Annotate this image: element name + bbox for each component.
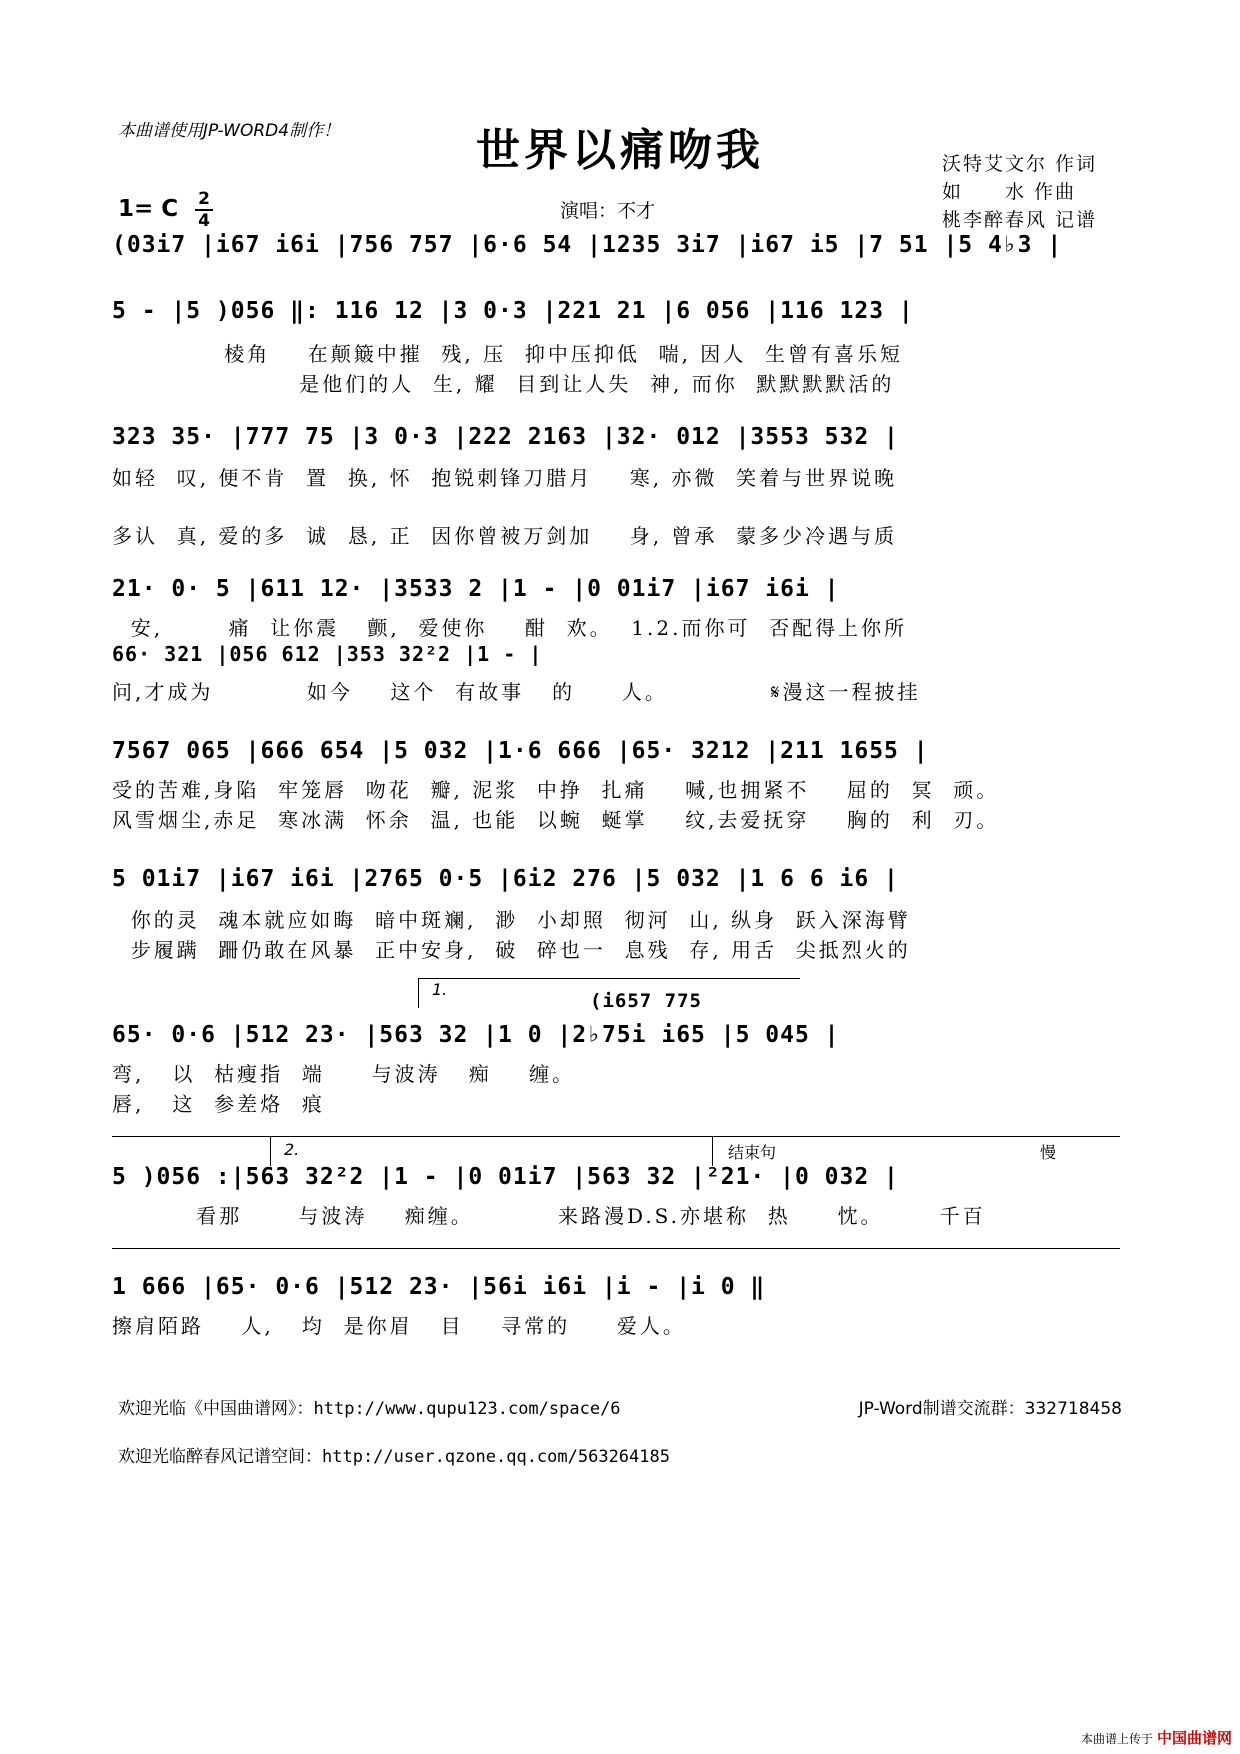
score-row-3: 323 35· |777 75 |3 0·3 |222 2163 |32· 012 |3553 532 | xyxy=(112,424,899,450)
lyrics-row-6-verse-2: 步履蹒 跚仍敢在风暴 正中安身, 破 碎也一 息残 存, 用舌 尖抵烈火的 xyxy=(112,938,911,962)
brand-logo-text: 中国曲谱网 xyxy=(1156,1729,1232,1747)
score-row-7: 65· 0·6 |512 23· |563 32 |1 0 |2♭75i i65 |5 045 | xyxy=(112,1022,840,1048)
credits xyxy=(942,150,1097,234)
volta-2-edge xyxy=(270,1136,271,1166)
lyrics-row-4: 安, 痛 让你震 颤, 爱使你 酣 欢。 1.2.而你可 否配得上你所 xyxy=(112,616,908,640)
credit-transcriber: 桃李醉春风 记谱 xyxy=(942,209,1098,231)
lyrics-row-7-verse-2: 唇, 这 参差烙 痕 xyxy=(112,1092,325,1116)
intro-fill: (i657 775 xyxy=(590,990,702,1012)
phrase-line xyxy=(112,1248,1120,1249)
lyrics-row-2-verse-1: 棱角 在颠簸中摧 残, 压 抑中压抑低 喘, 因人 生曾有喜乐短 xyxy=(112,342,904,366)
lyrics-row-3-verse-1: 如轻 叹, 便不肯 置 换, 怀 抱锐刺锋刀腊月 寒, 亦微 笑着与世界说晚 xyxy=(112,466,898,490)
time-top: 2 xyxy=(198,189,210,209)
score-row-1: (03i7 |i67 i6i |756 757 |6·6 54 |1235 3i7 |i67 i5 |7 51 |5 4♭3 | xyxy=(112,232,1063,258)
key-signature: 1= C xyxy=(118,196,179,222)
credit-composer: 如 水 作曲 xyxy=(942,181,1077,203)
score-row-2: 5 - |5 )056 ‖: 116 12 |3 0·3 |221 21 |6 056 |116 123 | xyxy=(112,298,914,324)
singer: 演唱：不才 xyxy=(560,200,656,222)
coda-label: 结束句 xyxy=(728,1143,777,1162)
lyrics-row-8: 看那 与波涛 痴缠。 来路漫D.S.亦堪称 热 忱。 千百 xyxy=(112,1204,986,1228)
footer-link-qupu: 欢迎光临《中国曲谱网》：http://www.qupu123.com/space/6 xyxy=(118,1399,621,1419)
coda-edge xyxy=(712,1136,713,1166)
score-row-9: 1 666 |65· 0·6 |512 23· |56i i6i |i - |i 0 ‖ xyxy=(112,1274,766,1300)
lyrics-row-2-verse-2: 是他们的人 生, 耀 目到让人失 神, 而你 默默默默活的 xyxy=(112,372,895,396)
score-row-4-variant: 66· 321 |056 612 |353 32²2 |1 - | xyxy=(112,642,543,666)
tempo-mark: 慢 xyxy=(1040,1143,1057,1162)
lyrics-row-7-verse-1: 弯, 以 枯瘦指 端 与波涛 痴 缠。 xyxy=(112,1062,576,1086)
upload-badge xyxy=(1081,1727,1232,1748)
credit-lyricist: 沃特艾文尔 作词 xyxy=(942,153,1098,175)
lyrics-row-4-variant: 问,才成为 如今 这个 有故事 的 人。 𝄋漫这一程披挂 xyxy=(112,680,921,704)
page-title: 世界以痛吻我 xyxy=(476,125,764,176)
maker-note: 本曲谱使用JP-WORD4制作！ xyxy=(118,121,341,141)
volta-1-label: 1. xyxy=(432,980,448,999)
time-bottom: 4 xyxy=(198,211,210,231)
score-row-5: 7567 065 |666 654 |5 032 |1·6 666 |65· 3212 |211 1655 | xyxy=(112,738,929,764)
lyrics-row-6-verse-1: 你的灵 魂本就应如晦 暗中斑斓, 渺 小却照 彻河 山, 纵身 跃入深海臂 xyxy=(112,908,911,932)
score-row-6: 5 01i7 |i67 i6i |2765 0·5 |6i2 276 |5 032 |1 6 6 i6 | xyxy=(112,866,899,892)
footer-link-qzone: 欢迎光临醉春风记谱空间：http://user.qzone.qq.com/563264185 xyxy=(118,1447,670,1467)
volta-1-edge xyxy=(418,978,419,1008)
volta-2-label: 2. xyxy=(284,1140,300,1159)
lyrics-row-5-verse-1: 受的苦难,身陷 牢笼唇 吻花 瓣, 泥浆 中挣 扎痛 喊,也拥紧不 屈的 冥 顽。 xyxy=(112,778,1000,802)
lyrics-row-5-verse-2: 风雪烟尘,赤足 寒冰满 怀余 温, 也能 以蜿 蜒掌 纹,去爱抚穿 胸的 利 刃。 xyxy=(112,808,1000,832)
footer-qq-group: JP-Word制谱交流群：332718458 xyxy=(858,1399,1122,1419)
time-signature xyxy=(195,190,213,230)
lyrics-row-3-verse-2: 多认 真, 爱的多 诚 恳, 正 因你曾被万剑加 身, 曾承 蒙多少冷遇与质 xyxy=(112,524,898,548)
volta-1-bracket xyxy=(418,978,800,979)
score-row-4: 21· 0· 5 |611 12· |3533 2 |1 - |0 01i7 |i67 i6i | xyxy=(112,576,840,602)
lyrics-row-9: 擦肩陌路 人, 均 是你眉 目 寻常的 爱人。 xyxy=(112,1314,686,1338)
volta-line xyxy=(112,1136,1120,1137)
upload-text: 本曲谱上传于 xyxy=(1080,1732,1153,1746)
score-row-8: 5 )056 :|563 32²2 |1 - |0 01i7 |563 32 |²21· |0 032 | xyxy=(112,1164,899,1190)
